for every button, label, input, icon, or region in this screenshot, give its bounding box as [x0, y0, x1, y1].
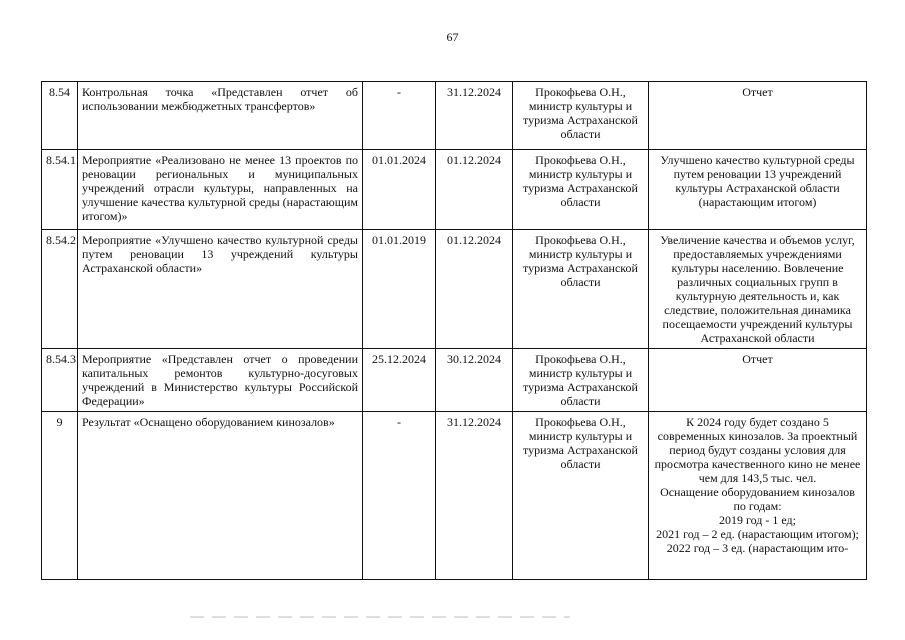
row-name: Мероприятие «Представлен отчет о проведении капитальных ремонтов культурно-досуговых учреждений в Министерство культуры Российской Федерации» [78, 349, 363, 412]
row-result [649, 230, 867, 349]
row-result-line: Отчет [742, 352, 773, 366]
table-row [42, 82, 867, 150]
row-name: Мероприятие «Реализовано не менее 13 проектов по реновации региональных и муниципальных учреждений отрасли культуры, направленных на улучшение качества культурной среды (нарастающим итогом)» [78, 150, 363, 230]
row-end-date: 01.12.2024 [436, 230, 513, 349]
row-end-date: 01.12.2024 [436, 150, 513, 230]
table-row [42, 150, 867, 230]
page-number: 67 [446, 30, 459, 44]
row-start-date: - [363, 82, 436, 150]
row-result [649, 82, 867, 150]
row-number: 8.54 [42, 82, 78, 150]
row-result-line: 2022 год – 3 ед. (нарастающим ито- [666, 541, 849, 555]
row-end-date: 31.12.2024 [436, 412, 513, 580]
row-responsible: Прокофьева О.Н., министр культуры и туризма Астраханской области [513, 349, 649, 412]
row-result-line: 2019 год - 1 ед; [719, 513, 796, 527]
row-start-date: 01.01.2019 [363, 230, 436, 349]
row-number: 8.54.3 [42, 349, 78, 412]
bleed-through-line [190, 616, 570, 618]
row-name: Результат «Оснащено оборудованием кинозалов» [78, 412, 363, 580]
row-responsible: Прокофьева О.Н., министр культуры и туризма Астраханской области [513, 230, 649, 349]
row-responsible: Прокофьева О.Н., министр культуры и туризма Астраханской области [513, 150, 649, 230]
row-end-date: 30.12.2024 [436, 349, 513, 412]
row-result [649, 412, 867, 580]
row-name: Контрольная точка «Представлен отчет об использовании межбюджетных трансфертов» [78, 82, 363, 150]
plan-table [41, 81, 867, 580]
row-start-date: - [363, 412, 436, 580]
table-row [42, 230, 867, 349]
table-row [42, 412, 867, 580]
row-result-line: Оснащение оборудованием кинозалов по годам: [660, 485, 855, 513]
row-result-line: Улучшено качество культурной среды путем реновации 13 учреждений культуры Астраханской области (нарастающим итогом) [660, 153, 855, 209]
row-responsible: Прокофьева О.Н., министр культуры и туризма Астраханской области [513, 82, 649, 150]
row-result-line: Отчет [742, 85, 773, 99]
row-end-date: 31.12.2024 [436, 82, 513, 150]
row-result-line: Увеличение качества и объемов услуг, предоставляемых учреждениями культуры населению. Вовлечение различных социальных групп в культурную деятельность и, как следствие, положительная динамика посещаемости учреждений культуры Астраханской области [660, 233, 855, 345]
row-start-date: 01.01.2024 [363, 150, 436, 230]
row-responsible: Прокофьева О.Н., министр культуры и туризма Астраханской области [513, 412, 649, 580]
row-result [649, 349, 867, 412]
row-number: 8.54.1 [42, 150, 78, 230]
row-number: 9 [42, 412, 78, 580]
row-result [649, 150, 867, 230]
row-result-line: К 2024 году будет создано 5 современных кинозалов. За проектный период будут созданы условия для просмотра качественного кино не менее чем для 143,5 тыс. чел. [654, 415, 861, 485]
row-number: 8.54.2 [42, 230, 78, 349]
row-name: Мероприятие «Улучшено качество культурной среды путем реновации 13 учреждений культуры Астраханской области» [78, 230, 363, 349]
row-start-date: 25.12.2024 [363, 349, 436, 412]
plan-table-body [42, 82, 867, 580]
row-result-line: 2021 год – 2 ед. (нарастающим итогом); [656, 527, 859, 541]
table-row [42, 349, 867, 412]
